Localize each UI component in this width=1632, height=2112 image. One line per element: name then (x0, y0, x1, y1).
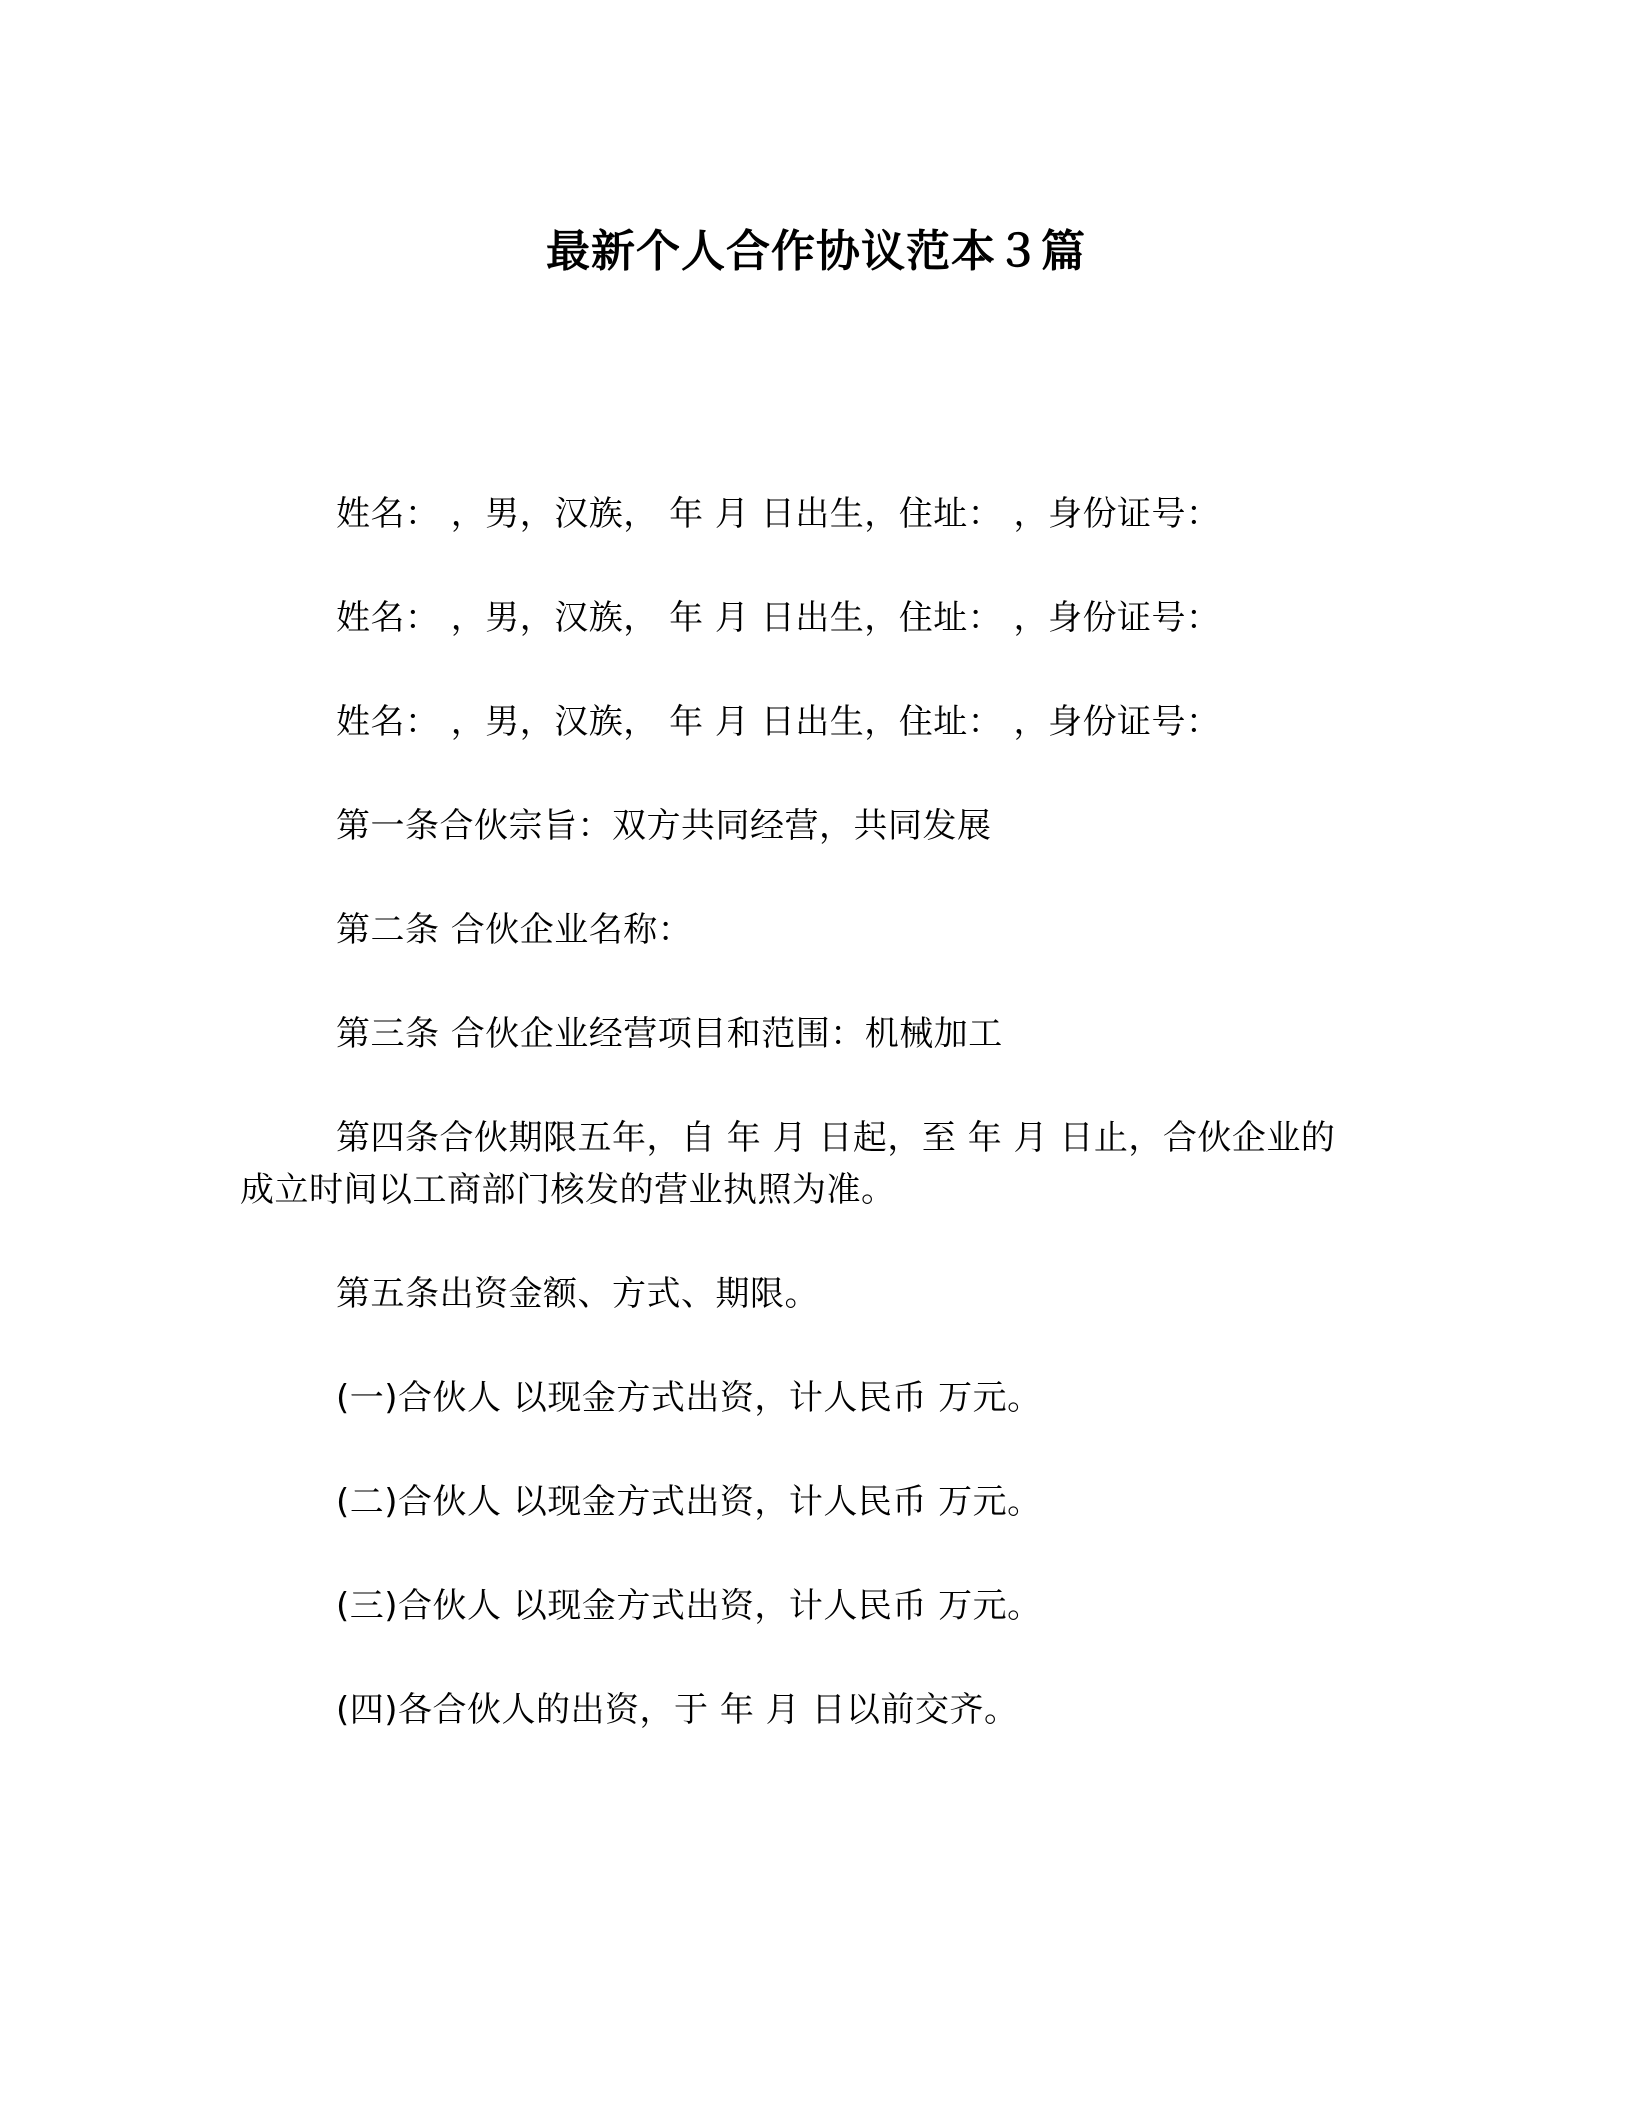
article-5: 第五条出资金额、方式、期限。 (336, 1274, 819, 1314)
document-title: 最新个人合作协议范本３篇 (546, 226, 1086, 277)
article-5-item-2: (二)合伙人 以现金方式出资，计人民币 万元。 (336, 1482, 1042, 1522)
article-5-item-3: (三)合伙人 以现金方式出资，计人民币 万元。 (336, 1586, 1042, 1626)
article-4: 第四条合伙期限五年，自 年 月 日起，至 年 月 日止，合伙企业的成立时间以工商部门核发的营业执照为准。 (240, 1118, 1336, 1210)
party-info-line-2: 姓名： ，男，汉族， 年 月 日出生，住址： ，身份证号： (336, 598, 1221, 638)
article-2: 第二条 合伙企业名称： (336, 910, 693, 950)
document-body (240, 488, 1360, 1788)
article-5-item-4: (四)各合伙人的出资，于 年 月 日以前交齐。 (336, 1690, 1019, 1730)
party-info-line-3: 姓名： ，男，汉族， 年 月 日出生，住址： ，身份证号： (336, 702, 1221, 742)
article-1: 第一条合伙宗旨：双方共同经营，共同发展 (336, 806, 992, 846)
article-3: 第三条 合伙企业经营项目和范围：机械加工 (336, 1014, 1003, 1054)
party-info-line-1: 姓名： ，男，汉族， 年 月 日出生，住址： ，身份证号： (336, 494, 1221, 534)
article-5-item-1: (一)合伙人 以现金方式出资，计人民币 万元。 (336, 1378, 1042, 1418)
